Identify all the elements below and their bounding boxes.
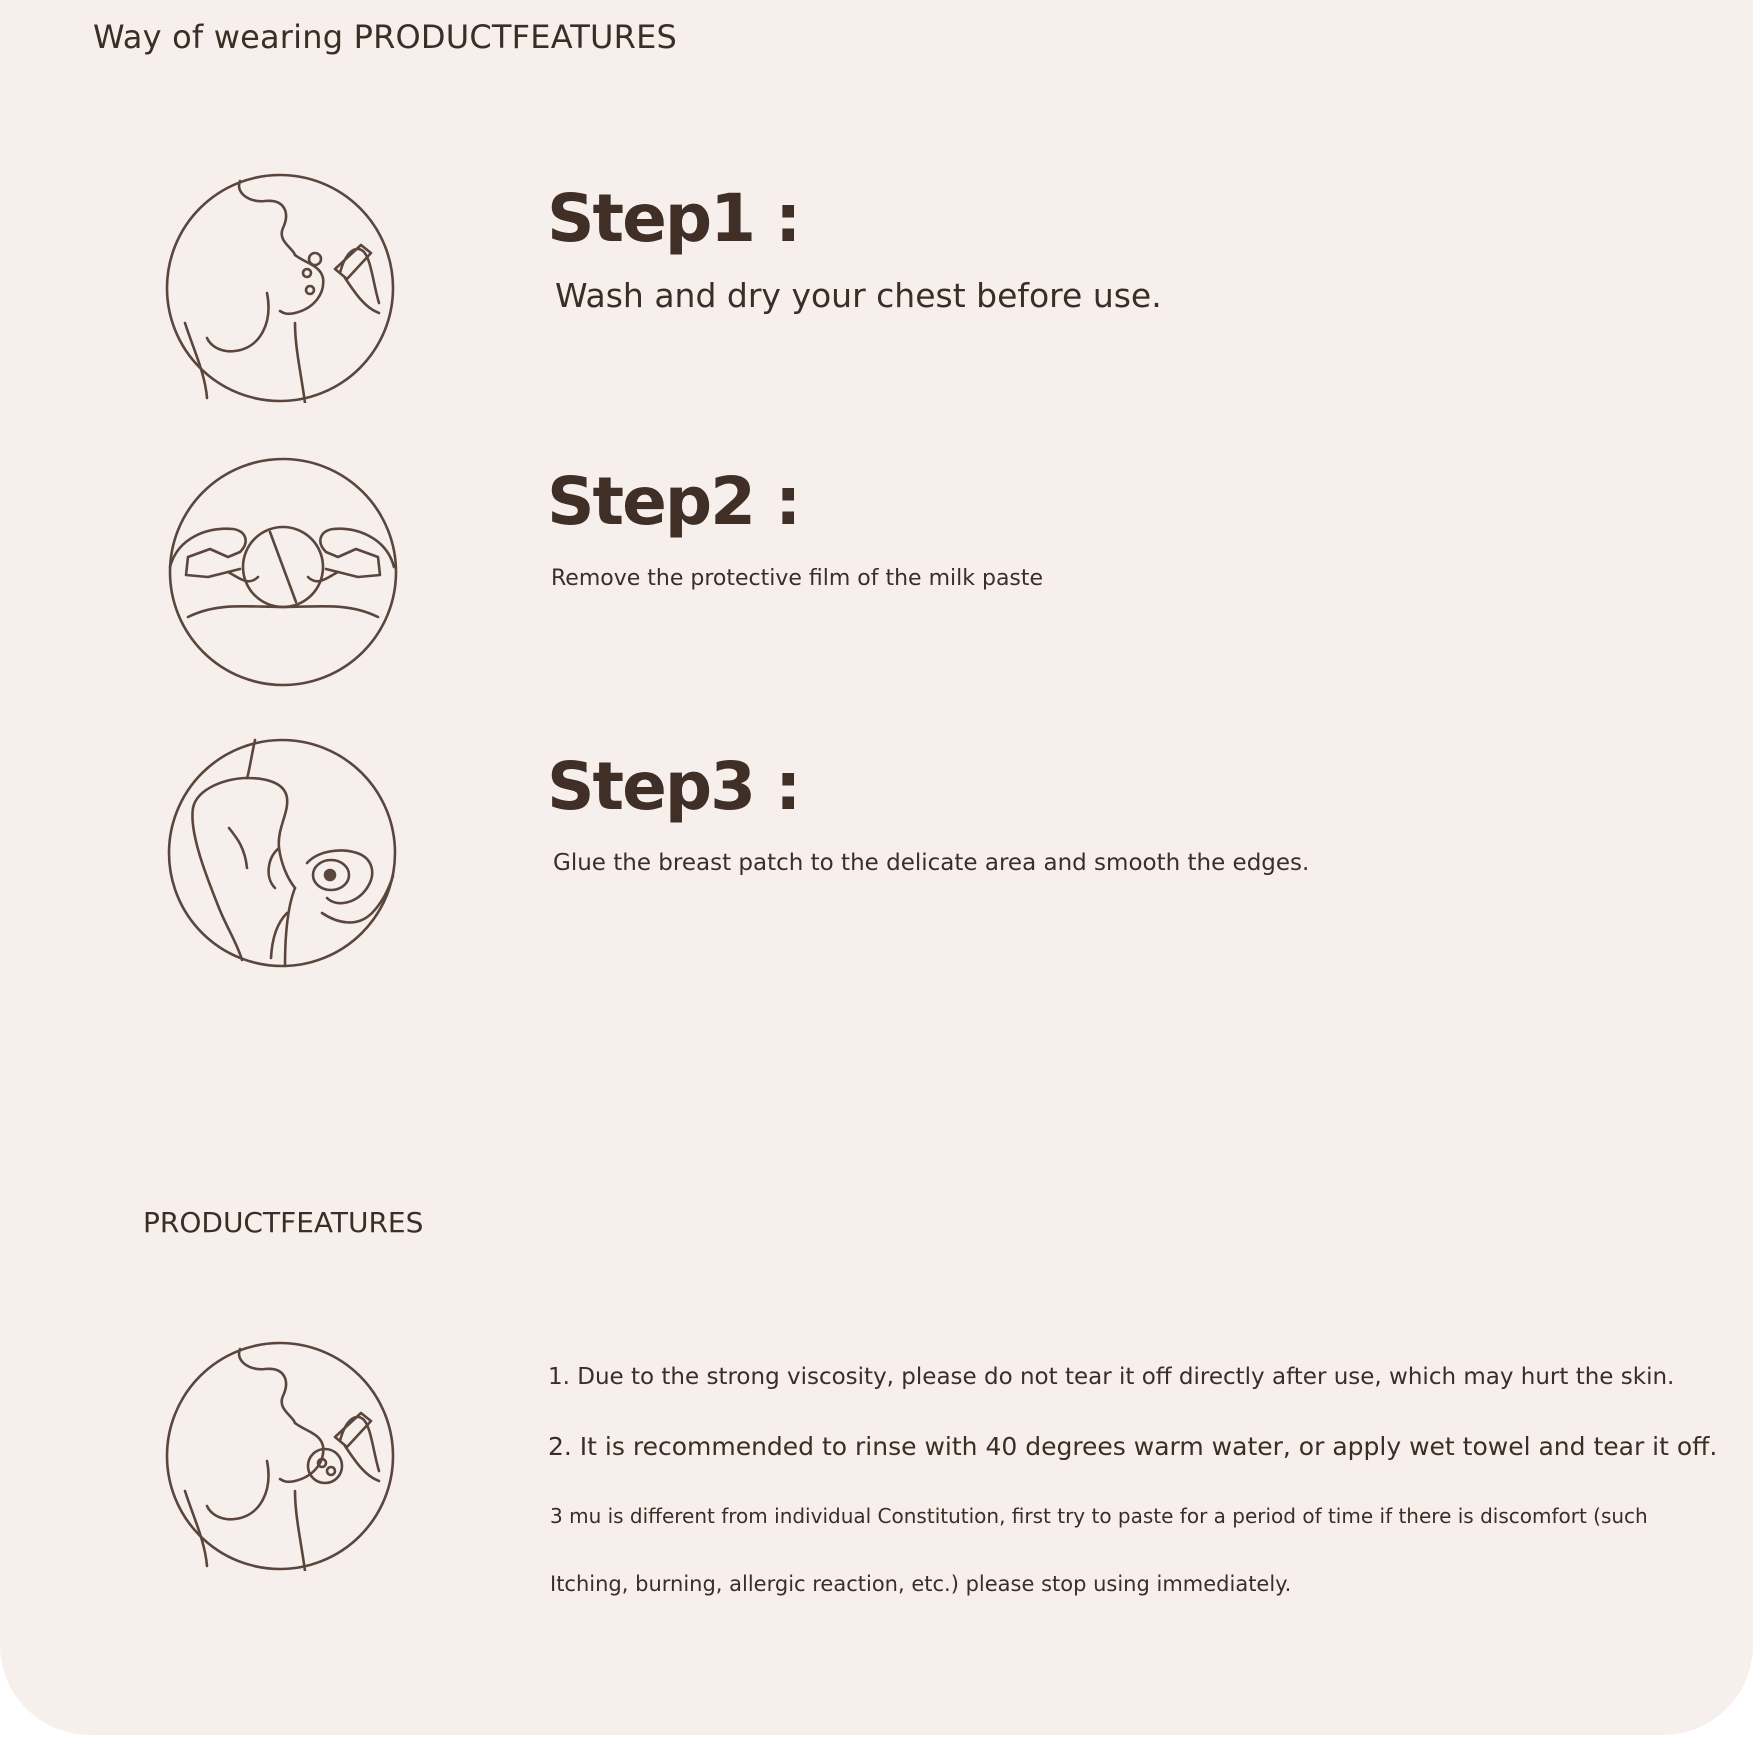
feature-item-2: 2. It is recommended to rinse with 40 degrees warm water, or apply wet towel and tear it off. xyxy=(548,1432,1718,1461)
feature-item-3: 3 mu is different from individual Constitution, first try to paste for a period of time if there is discomfort (such xyxy=(550,1504,1648,1528)
step1-description: Wash and dry your chest before use. xyxy=(555,276,1162,315)
step1-illustration-icon xyxy=(165,173,395,403)
step2-title: Step2 : xyxy=(547,463,800,540)
step1-title: Step1 : xyxy=(547,180,800,257)
step3-description: Glue the breast patch to the delicate area and smooth the edges. xyxy=(553,850,1310,876)
step2-illustration-icon xyxy=(168,457,398,687)
feature-illustration-icon xyxy=(165,1341,395,1571)
step2-description: Remove the protective film of the milk paste xyxy=(551,566,1044,591)
feature-item-4: Itching, burning, allergic reaction, etc.) please stop using immediately. xyxy=(550,1572,1292,1596)
page-title: Way of wearing PRODUCTFEATURES xyxy=(93,18,678,56)
feature-item-1: 1. Due to the strong viscosity, please do not tear it off directly after use, which may hurt the skin. xyxy=(548,1364,1675,1390)
step3-title: Step3 : xyxy=(547,748,800,825)
product-features-title: PRODUCTFEATURES xyxy=(143,1206,424,1239)
step3-illustration-icon xyxy=(167,738,397,968)
